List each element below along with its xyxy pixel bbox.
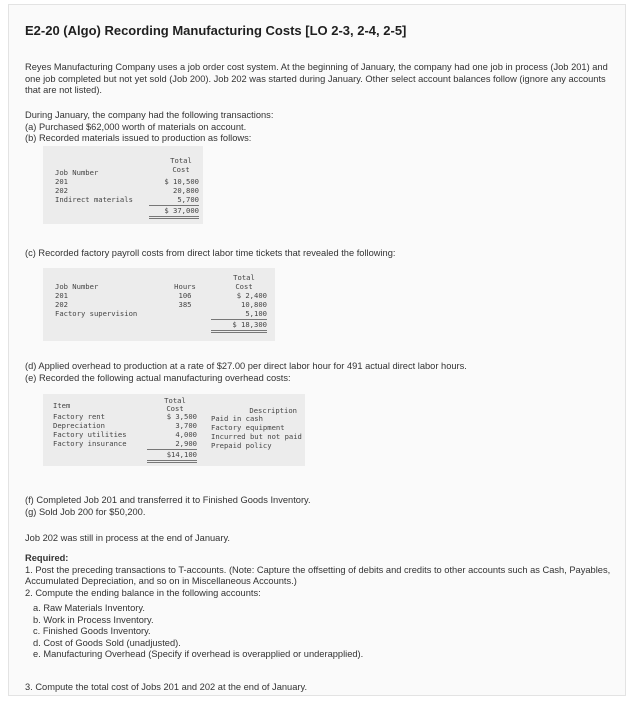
transaction-c: (c) Recorded factory payroll costs from direct labor time tickets that revealed the following: (25, 248, 396, 258)
materials-header-job: Job Number (55, 168, 99, 177)
overhead-row-item: Factory rent (53, 412, 105, 421)
transaction-a: (a) Purchased $62,000 worth of materials on account. (25, 121, 247, 132)
transaction-d: (d) Applied overhead to production at a rate of $27.00 per direct labor hour for 491 actual direct labor hours. (25, 361, 467, 371)
payroll-row-label: Factory supervision (55, 309, 138, 318)
overhead-row-item: Depreciation (53, 421, 105, 430)
transaction-g: (g) Sold Job 200 for $50,200. (25, 506, 146, 517)
materials-row-cost: 5,700 (149, 196, 199, 206)
transaction-f: (f) Completed Job 201 and transferred it to Finished Goods Inventory. (25, 495, 311, 505)
transactions-intro (25, 110, 615, 145)
subitem-finished-goods: c. Finished Goods Inventory. (33, 626, 151, 637)
payroll-header-total: Total (233, 273, 255, 282)
subitem-work-in-process: b. Work in Process Inventory. (33, 614, 154, 625)
intro-paragraph: Reyes Manufacturing Company uses a job order cost system. At the beginning of January, the company had one job in process (Job 201) and one job completed but not yet sold (Job 200). Job 202 was started during January. Other select account balances follow (ignore any accounts that are not listed). (25, 62, 608, 96)
problem-title: E2-20 (Algo) Recording Manufacturing Costs [LO 2-3, 2-4, 2-5] (25, 23, 407, 38)
materials-header-cost: Cost (172, 165, 190, 174)
overhead-table (43, 394, 305, 466)
overhead-header-desc: Description (249, 406, 297, 415)
transactions-d-e (25, 361, 467, 384)
payroll-row-cost: $ 2,400 (236, 291, 267, 300)
payroll-row-label: 201 (55, 291, 68, 300)
overhead-row-desc: Prepaid policy (211, 441, 272, 450)
overhead-total: $14,100 (147, 451, 197, 463)
overhead-header-cost: Cost (166, 404, 184, 413)
overhead-row-item: Factory utilities (53, 430, 127, 439)
job-202-note: Job 202 was still in process at the end of January. (25, 533, 230, 543)
overhead-row-cost: $ 3,500 (166, 412, 197, 421)
requirement-2-subitems (33, 603, 363, 661)
payroll-row-cost: 10,800 (241, 300, 267, 309)
payroll-table (43, 268, 275, 341)
subitem-manufacturing-overhead: e. Manufacturing Overhead (Specify if overhead is overapplied or underapplied). (33, 649, 364, 660)
overhead-row-desc: Paid in cash (211, 414, 263, 423)
overhead-row-desc: Incurred but not paid (211, 432, 302, 441)
materials-row-label: 202 (55, 186, 68, 195)
overhead-row-cost: 4,000 (175, 430, 197, 439)
payroll-row-hours: 385 (178, 300, 192, 309)
overhead-row-cost: 2,900 (147, 440, 197, 450)
subitem-raw-materials: a. Raw Materials Inventory. (33, 603, 145, 613)
payroll-row-label: 202 (55, 300, 68, 309)
materials-row-cost: 20,800 (173, 186, 199, 195)
payroll-total: $ 18,300 (211, 321, 267, 333)
problem-page (8, 4, 626, 696)
payroll-header-job: Job Number (55, 282, 99, 291)
payroll-row-cost: 5,100 (211, 310, 267, 320)
required-label: Required: (25, 553, 69, 563)
required-section (25, 553, 617, 599)
materials-total: $ 37,000 (149, 207, 199, 219)
overhead-header-item: Item (53, 401, 71, 410)
transaction-e: (e) Recorded the following actual manufacturing overhead costs: (25, 372, 291, 383)
materials-row-label: Indirect materials (55, 195, 133, 204)
overhead-row-desc: Factory equipment (211, 423, 285, 432)
materials-header-total: Total (170, 156, 192, 165)
payroll-header-hours: Hours (174, 282, 196, 291)
materials-row-label: 201 (55, 177, 68, 186)
overhead-row-cost: 3,700 (175, 421, 197, 430)
transactions-f-g (25, 495, 311, 518)
requirement-1: 1. Post the preceding transactions to T-accounts. (Note: Capture the offsetting of debits and credits to other accounts such as Cash, Payables, Accumulated Depreciation, and so on in Miscellaneous Accounts.) (25, 564, 611, 587)
subitem-cogs: d. Cost of Goods Sold (unadjusted). (33, 637, 181, 648)
overhead-row-item: Factory insurance (53, 439, 127, 448)
transaction-b: (b) Recorded materials issued to production as follows: (25, 133, 252, 144)
payroll-header-cost: Cost (235, 282, 253, 291)
materials-table (43, 146, 203, 224)
requirement-3: 3. Compute the total cost of Jobs 201 and 202 at the end of January. (25, 682, 308, 692)
overhead-header-total: Total (164, 396, 186, 405)
requirement-2: 2. Compute the ending balance in the following accounts: (25, 587, 261, 598)
materials-row-cost: $ 10,500 (164, 177, 199, 186)
payroll-row-hours: 106 (178, 291, 192, 300)
transactions-intro-text: During January, the company had the following transactions: (25, 110, 274, 120)
